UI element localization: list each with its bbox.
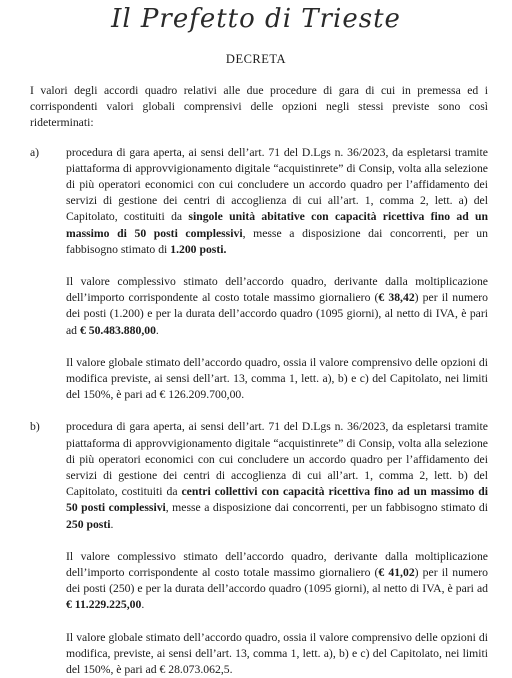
list-marker: b) [30,420,40,434]
text-run: ) per il numero dei posti (1.200) e per la durata dell’accordo quadro (1095 giorni), al netto di IVA, è pari ad [66,291,489,337]
text-run: , messe a disposizione dai concorrenti, per un fabbisogno stimato di [165,501,489,515]
bold-amount: € 41,02 [378,566,415,580]
value-paragraph [66,549,488,614]
global-value-paragraph: Il valore globale stimato dell’accordo quadro, ossia il valore comprensivo delle opzioni di modifica, previste, ai sensi dell’art. 13, comma 1, lett. a), b) e c) del Capitolato, nei limiti del 150%, è pari ad € 28.073.062,5. [66,630,488,677]
list-marker: a) [30,145,40,159]
bold-amount: € 11.229.225,00 [66,598,142,612]
list-item-a [30,145,488,404]
text-run: ) per il numero dei posti (250) e per la durata dell’accordo quadro (1095 giorni), al netto di IVA, è pari ad [66,566,489,596]
list-item-b [30,419,488,678]
procedure-paragraph [66,419,488,532]
decreta-heading: DECRETA [225,52,287,66]
text-run: procedura di gara aperta, ai sensi dell’art. 71 del D.Lgs n. 36/2023, da espletarsi tramite piattaforma di approvvigionamento digitale “acquistinrete” di Consip, volta alla selezione di più operatori economici con cui concludere un accordo quadro per l’affidamento dei servizi di gestione dei centri di accoglienza di cui all’art. 1, comma 2, lett. a) del Capitolato, costituiti da [66,145,488,224]
text-run: Il valore complessivo stimato dell’accordo quadro, derivante dalla moltiplicazione dell’importo corrispondente al costo totale massimo giornaliero ( [66,549,488,580]
text-run: . [110,517,114,531]
letterhead-title: Il Prefetto di Trieste [111,4,401,34]
global-value-paragraph: Il valore globale stimato dell’accordo quadro, ossia il valore comprensivo delle opzioni di modifica previste, ai sensi dell’art. 13, comma 1, lett. a), b) e c) del Capitolato, nei limiti del 150%, è pari ad € 126.209.700,00. [66,355,488,402]
bold-text: 1.200 posti. [170,242,227,256]
text-run: . [141,598,145,612]
bold-amount: € 50.483.880,00 [79,323,156,337]
document-body [30,83,488,678]
text-run: , messe a disposizione dai concorrenti, per un fabbisogno stimato di [66,226,488,256]
bold-amount: € 38,42 [378,291,415,305]
text-run: . [155,323,159,337]
procedure-paragraph [66,145,488,258]
text-run: Il valore complessivo stimato dell’accordo quadro, derivante dalla moltiplicazione dell’importo corrispondente al costo totale massimo giornaliero ( [66,275,488,305]
intro-paragraph: I valori degli accordi quadro relativi alle due procedure di gara di cui in premessa ed i corrispondenti valori globali comprensivi delle opzioni negli stessi previste sono così rideterminati: [30,84,488,130]
value-paragraph [66,274,488,339]
text-run: procedura di gara aperta, ai sensi dell’art. 71 del D.Lgs n. 36/2023, da espletarsi tramite piattaforma di approvvigionamento digitale “acquistinrete” di Consip, volta alla selezione di più operatori economici con cui concludere un accordo quadro per l’affidamento dei servizi di gestione dei centri di accoglienza di cui all’art. 1, comma 2, lett. b) del Capitolato, costituiti da [66,420,488,499]
bold-text: centri collettivi con capacità ricettiva fino ad un massimo di 50 posti complessivi [66,485,488,515]
bold-text: singole unità abitative con capacità ricettiva fino ad un massimo di 50 posti complessivi [66,210,488,240]
bold-text: 250 posti [66,517,111,531]
